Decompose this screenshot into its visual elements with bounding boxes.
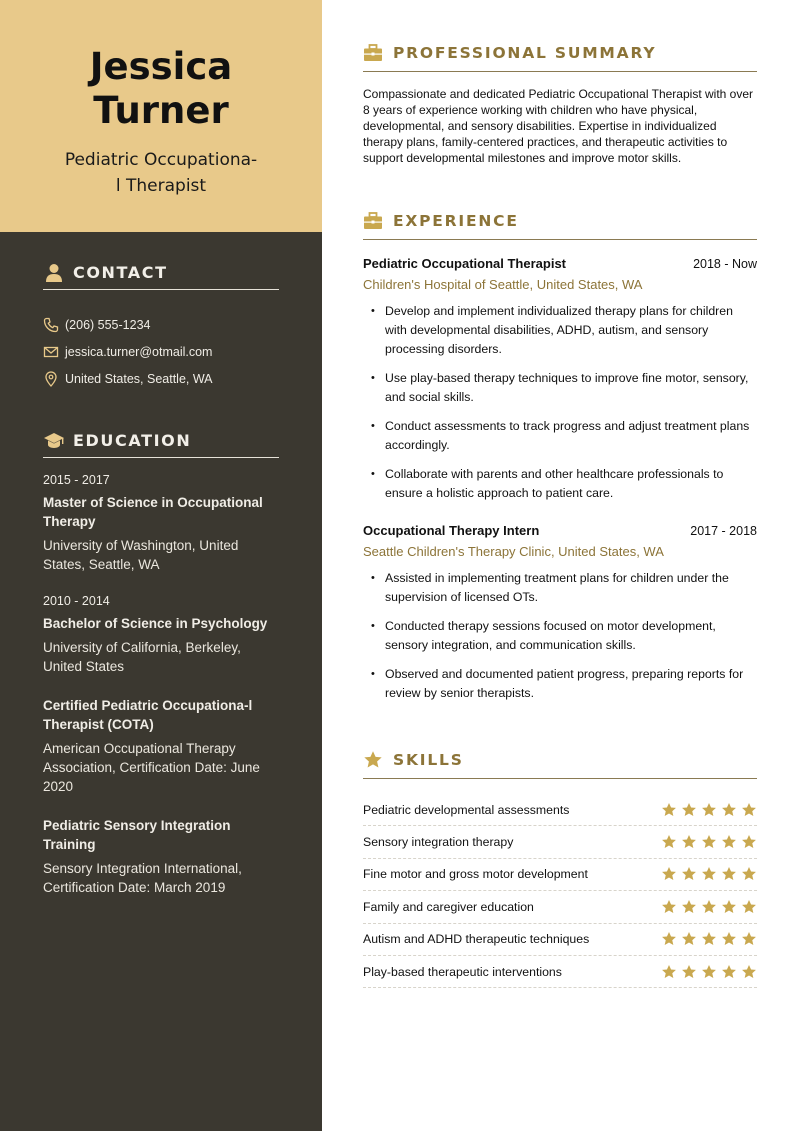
education-section bbox=[43, 428, 279, 897]
skill-row bbox=[363, 956, 757, 988]
rating-star-icon bbox=[661, 931, 677, 947]
summary-heading bbox=[363, 38, 757, 72]
job-company: Children's Hospital of Seattle, United States, WA bbox=[363, 277, 643, 292]
job-bullets bbox=[363, 569, 757, 703]
last-name: Turner bbox=[93, 89, 229, 132]
location-pin-icon bbox=[43, 371, 59, 387]
mail-icon bbox=[43, 344, 59, 360]
summary-title: PROFESSIONAL SUMMARY bbox=[393, 43, 657, 62]
contact-section bbox=[43, 260, 279, 392]
skill-name: Sensory integration therapy bbox=[363, 835, 514, 850]
first-name: Jessica bbox=[89, 45, 233, 88]
experience-heading bbox=[363, 206, 757, 240]
education-institution: University of California, Berkeley, United States bbox=[43, 640, 241, 674]
rating-star-icon bbox=[701, 931, 717, 947]
bullet-item: • Conducted therapy sessions focused on motor development, sensory integration, and communication skills. bbox=[363, 617, 757, 655]
rating-star-icon bbox=[661, 834, 677, 850]
rating-star-icon bbox=[741, 802, 757, 818]
rating-star-icon bbox=[701, 964, 717, 980]
rating-star-icon bbox=[681, 834, 697, 850]
education-item bbox=[43, 594, 279, 676]
rating-star-icon bbox=[701, 834, 717, 850]
rating-star-icon bbox=[681, 899, 697, 915]
rating-star-icon bbox=[721, 899, 737, 915]
skill-rating bbox=[661, 802, 757, 818]
rating-star-icon bbox=[721, 834, 737, 850]
skill-row bbox=[363, 891, 757, 923]
role-line-1: Pediatric Occupationa- bbox=[64, 150, 258, 170]
briefcase-icon bbox=[363, 43, 383, 63]
location-text: United States, Seattle, WA bbox=[65, 371, 213, 386]
role-line-2: l Therapist bbox=[115, 176, 207, 196]
job-entry bbox=[363, 256, 757, 503]
skill-rating bbox=[661, 899, 757, 915]
skill-rating bbox=[661, 834, 757, 850]
rating-star-icon bbox=[661, 964, 677, 980]
bullet-item: • Use play-based therapy techniques to improve fine motor, sensory, and social skills. bbox=[363, 369, 757, 407]
experience-title: EXPERIENCE bbox=[393, 211, 519, 230]
rating-star-icon bbox=[681, 964, 697, 980]
name-header bbox=[0, 0, 322, 232]
education-date: 2010 - 2014 bbox=[43, 594, 110, 608]
skill-name: Play-based therapeutic interventions bbox=[363, 964, 562, 979]
skill-rating bbox=[661, 964, 757, 980]
skill-name: Family and caregiver education bbox=[363, 899, 534, 914]
contact-title: CONTACT bbox=[73, 263, 168, 282]
email-text: jessica.turner@otmail.com bbox=[65, 344, 213, 359]
rating-star-icon bbox=[741, 866, 757, 882]
phone-icon bbox=[43, 317, 59, 333]
rating-star-icon bbox=[661, 866, 677, 882]
skill-row bbox=[363, 859, 757, 891]
skill-row bbox=[363, 794, 757, 826]
graduation-cap-icon bbox=[43, 430, 65, 452]
certification-issuer: Sensory Integration International, Certification Date: March 2019 bbox=[43, 861, 242, 895]
education-heading bbox=[43, 428, 279, 458]
skill-rating bbox=[661, 931, 757, 947]
certification-name: Pediatric Sensory Integration Training bbox=[43, 818, 231, 852]
skill-name: Pediatric developmental assessments bbox=[363, 802, 570, 817]
rating-star-icon bbox=[701, 802, 717, 818]
rating-star-icon bbox=[661, 802, 677, 818]
skill-rating bbox=[661, 866, 757, 882]
summary-text: Compassionate and dedicated Pediatric Occupational Therapist with over 8 years of experience working with children who have physical, developmental, and sensory disabilities. Expertise in individualized therapy plans, family-centered practices, and therapeutic activities to support developmental milestones and improve motor skills. bbox=[363, 87, 753, 165]
job-company: Seattle Children's Therapy Clinic, United States, WA bbox=[363, 544, 664, 559]
rating-star-icon bbox=[721, 964, 737, 980]
job-role bbox=[0, 147, 322, 199]
bullet-item: • Conduct assessments to track progress and adjust treatment plans accordingly. bbox=[363, 417, 757, 455]
certification-item bbox=[43, 816, 279, 897]
job-dates: 2018 - Now bbox=[693, 257, 757, 271]
rating-star-icon bbox=[721, 802, 737, 818]
sidebar bbox=[0, 0, 322, 1131]
rating-star-icon bbox=[741, 964, 757, 980]
education-degree: Master of Science in Occupational Therapy bbox=[43, 495, 263, 529]
summary-section bbox=[363, 38, 757, 166]
skills-section bbox=[363, 745, 757, 988]
job-dates: 2017 - 2018 bbox=[690, 524, 757, 538]
skills-title: SKILLS bbox=[393, 750, 464, 769]
contact-phone[interactable] bbox=[43, 311, 279, 338]
rating-star-icon bbox=[681, 931, 697, 947]
skills-heading bbox=[363, 745, 757, 779]
briefcase-icon bbox=[363, 211, 383, 231]
job-entry bbox=[363, 523, 757, 703]
job-title: Pediatric Occupational Therapist bbox=[363, 256, 566, 271]
phone-text: (206) 555-1234 bbox=[65, 317, 151, 332]
skill-row bbox=[363, 826, 757, 858]
bullet-item: • Observed and documented patient progress, preparing reports for review by senior therapists. bbox=[363, 665, 757, 703]
education-title: EDUCATION bbox=[73, 431, 192, 450]
job-title: Occupational Therapy Intern bbox=[363, 523, 540, 538]
rating-star-icon bbox=[741, 834, 757, 850]
contact-email[interactable] bbox=[43, 338, 279, 365]
rating-star-icon bbox=[721, 931, 737, 947]
rating-star-icon bbox=[741, 931, 757, 947]
skill-row bbox=[363, 924, 757, 956]
education-institution: University of Washington, United States, Seattle, WA bbox=[43, 538, 239, 572]
rating-star-icon bbox=[741, 899, 757, 915]
bullet-item: • Develop and implement individualized therapy plans for children with developmental disabilities, ADHD, autism, and sensory processing disorders. bbox=[363, 302, 757, 359]
skills-list bbox=[363, 794, 757, 988]
education-date: 2015 - 2017 bbox=[43, 473, 110, 487]
education-item bbox=[43, 473, 279, 574]
rating-star-icon bbox=[681, 802, 697, 818]
rating-star-icon bbox=[701, 866, 717, 882]
star-icon bbox=[363, 750, 383, 770]
rating-star-icon bbox=[701, 899, 717, 915]
person-icon bbox=[43, 262, 65, 284]
bullet-item: • Assisted in implementing treatment plans for children under the supervision of licensed OTs. bbox=[363, 569, 757, 607]
rating-star-icon bbox=[661, 899, 677, 915]
skill-name: Autism and ADHD therapeutic techniques bbox=[363, 932, 590, 947]
contact-heading bbox=[43, 260, 279, 290]
certification-issuer: American Occupational Therapy Association, Certification Date: June 2020 bbox=[43, 741, 260, 794]
certification-item bbox=[43, 696, 279, 796]
rating-star-icon bbox=[721, 866, 737, 882]
bullet-item: • Collaborate with parents and other healthcare professionals to ensure a holistic approach to patient care. bbox=[363, 465, 757, 503]
experience-section bbox=[363, 206, 757, 713]
skill-name: Fine motor and gross motor development bbox=[363, 867, 588, 882]
rating-star-icon bbox=[681, 866, 697, 882]
certification-name: Certified Pediatric Occupationa-l Therapist (COTA) bbox=[43, 698, 253, 732]
candidate-name bbox=[0, 0, 322, 133]
education-degree: Bachelor of Science in Psychology bbox=[43, 616, 268, 631]
job-bullets bbox=[363, 302, 757, 503]
contact-location bbox=[43, 365, 279, 392]
